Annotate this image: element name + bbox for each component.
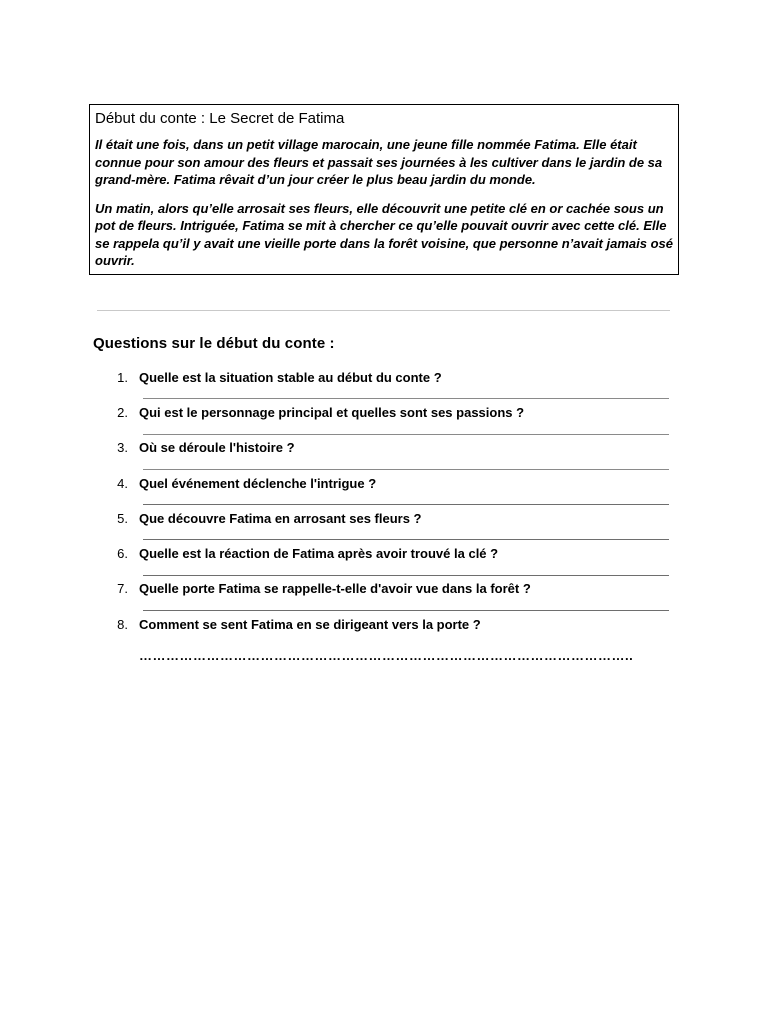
question-number: 7. bbox=[117, 581, 128, 596]
answer-line-4[interactable] bbox=[143, 504, 669, 505]
question-item-6 bbox=[0, 546, 768, 566]
story-paragraph-1: Il était une fois, dans un petit village marocain, une jeune fille nommée Fatima. Elle était connue pour son amour des fleurs et passait ses journées à les cultiver dans le jardin de sa grand-mère. Fatima rêvait d’un jour créer le plus beau jardin du monde. bbox=[95, 137, 663, 187]
story-title: Début du conte : Le Secret de Fatima bbox=[95, 110, 345, 127]
section-divider bbox=[97, 310, 670, 311]
question-text: Qui est le personnage principal et quelles sont ses passions ? bbox=[139, 405, 525, 420]
question-number: 8. bbox=[117, 617, 128, 632]
answer-line-6[interactable] bbox=[143, 575, 669, 576]
answer-line-2[interactable] bbox=[143, 434, 669, 435]
question-number: 3. bbox=[117, 440, 128, 455]
question-number: 2. bbox=[117, 405, 128, 420]
answer-line-7[interactable] bbox=[143, 610, 669, 611]
question-text: Que découvre Fatima en arrosant ses fleurs ? bbox=[139, 511, 422, 526]
question-text: Où se déroule l'histoire ? bbox=[139, 440, 295, 455]
answer-dotted-line-8[interactable]: ……………………………………………………………………………………………….. bbox=[139, 648, 634, 663]
question-text: Quelle est la situation stable au début du conte ? bbox=[139, 370, 442, 385]
question-text: Quelle porte Fatima se rappelle-t-elle d'avoir vue dans la forêt ? bbox=[139, 581, 531, 596]
question-number: 6. bbox=[117, 546, 128, 561]
question-text: Quel événement déclenche l'intrigue ? bbox=[139, 476, 377, 491]
question-item-2 bbox=[0, 405, 768, 425]
answer-line-1[interactable] bbox=[143, 398, 669, 399]
question-number: 4. bbox=[117, 476, 128, 491]
story-box bbox=[89, 104, 679, 275]
questions-title: Questions sur le début du conte : bbox=[93, 335, 335, 352]
question-item-8 bbox=[0, 617, 768, 637]
answer-line-3[interactable] bbox=[143, 469, 669, 470]
question-item-4 bbox=[0, 476, 768, 496]
question-item-3 bbox=[0, 440, 768, 460]
question-item-7 bbox=[0, 581, 768, 601]
question-text: Quelle est la réaction de Fatima après avoir trouvé la clé ? bbox=[139, 546, 499, 561]
question-item-5 bbox=[0, 511, 768, 531]
question-item-1 bbox=[0, 370, 768, 390]
question-text: Comment se sent Fatima en se dirigeant vers la porte ? bbox=[139, 617, 481, 632]
question-number: 1. bbox=[117, 370, 128, 385]
question-number: 5. bbox=[117, 511, 128, 526]
story-paragraph-2: Un matin, alors qu’elle arrosait ses fleurs, elle découvrit une petite clé en or cachée sous un pot de fleurs. Intriguée, Fatima se mit à chercher ce qu’elle pouvait ouvrir avec cette clé. Elle se rappela qu’il y avait une vieille porte dans la forêt voisine, que personne n’avait jamais osé ouvrir. bbox=[95, 200, 673, 268]
answer-line-5[interactable] bbox=[143, 539, 669, 540]
